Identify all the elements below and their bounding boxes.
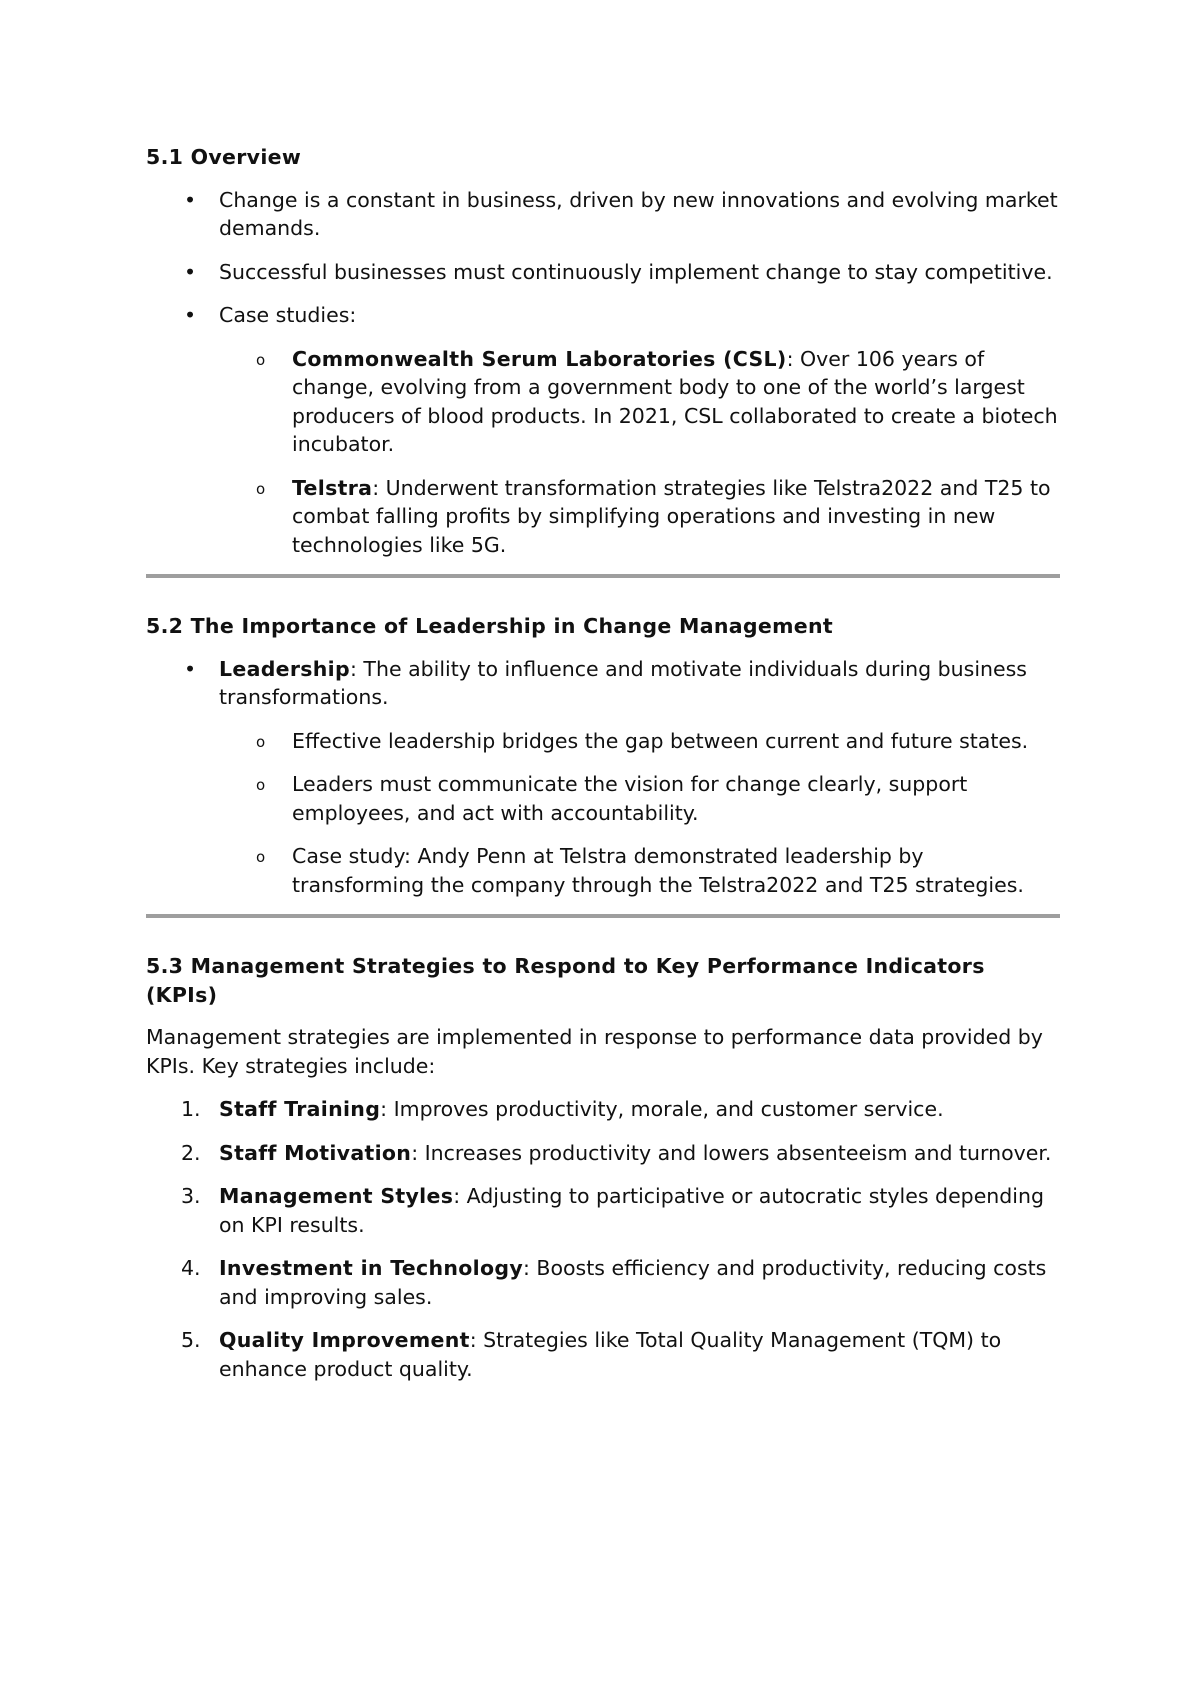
document-page — [146, 143, 1060, 1383]
list-number: 5. — [181, 1328, 201, 1352]
list-number: 4. — [181, 1256, 201, 1280]
list-item-text: Change is a constant in business, driven by new innovations and evolving market demands. — [219, 187, 1058, 240]
case-term: Commonwealth Serum Laboratories (CSL) — [292, 346, 787, 371]
list-item — [146, 186, 1060, 243]
list-item — [146, 655, 1060, 712]
bullet-marker: • — [184, 187, 197, 212]
list-item — [146, 1182, 1060, 1239]
leadership-text: : The ability to influence and motivate individuals during business transformations. — [219, 656, 1027, 709]
list-item — [146, 301, 1060, 330]
sub-bullet-marker: o — [256, 479, 266, 498]
strategy-term: Staff Training — [219, 1097, 381, 1121]
list-number: 3. — [181, 1184, 201, 1208]
list-item — [146, 1139, 1060, 1168]
strategy-text: : Improves productivity, morale, and customer service. — [380, 1097, 944, 1121]
leadership-list — [146, 655, 1060, 900]
list-item-text: Successful businesses must continuously implement change to stay competitive. — [219, 259, 1053, 284]
list-item-text: Case study: Andy Penn at Telstra demonstrated leadership by transforming the company through the Telstra2022 and T25 strategies. — [292, 844, 1024, 897]
strategy-text: : Increases productivity and lowers absenteeism and turnover. — [411, 1140, 1052, 1165]
horizontal-divider — [146, 574, 1060, 578]
overview-list — [146, 186, 1060, 560]
sub-list-item — [146, 727, 1060, 756]
list-number: 1. — [181, 1097, 201, 1121]
horizontal-divider — [146, 914, 1060, 918]
list-item-text: Effective leadership bridges the gap between current and future states. — [292, 728, 1029, 753]
list-item-text: Leaders must communicate the vision for change clearly, support employees, and act with accountability. — [292, 772, 968, 825]
strategy-term: Management Styles — [219, 1184, 454, 1208]
case-text: : Over 106 years of change, evolving from a government body to one of the world’s largest producers of blood products. In 2021, CSL collaborated to create a biotech incubator. — [292, 346, 1058, 456]
strategy-text: : Boosts efficiency and productivity, reducing costs and improving sales. — [219, 1256, 1047, 1309]
sub-list-item — [146, 770, 1060, 827]
list-item-text: Case studies: — [219, 303, 357, 327]
bullet-marker: • — [184, 303, 197, 327]
bullet-marker: • — [184, 656, 197, 681]
list-item — [146, 1326, 1060, 1383]
sub-list-item — [146, 474, 1060, 560]
sub-bullet-marker: o — [256, 848, 266, 866]
strategy-text: : Strategies like Total Quality Management (TQM) to enhance product quality. — [219, 1328, 1002, 1381]
case-text: : Underwent transformation strategies like Telstra2022 and T25 to combat falling profits by simplifying operations and investing in new technologies like 5G. — [292, 475, 1051, 557]
sub-bullet-marker: o — [256, 732, 266, 751]
section-heading-leadership: 5.2 The Importance of Leadership in Change Management — [146, 614, 833, 638]
sub-list-item — [146, 345, 1060, 459]
sub-bullet-marker: o — [256, 776, 266, 794]
list-item — [146, 258, 1060, 287]
strategy-term: Investment in Technology — [219, 1256, 523, 1280]
section-intro: Management strategies are implemented in response to performance data provided by KPIs. Key strategies include: — [146, 1025, 1043, 1078]
section-heading-kpi-strategies: 5.3 Management Strategies to Respond to Key Performance Indicators (KPIs) — [146, 954, 985, 1007]
sub-bullet-marker: o — [256, 350, 266, 369]
strategy-text: : Adjusting to participative or autocratic styles depending on KPI results. — [219, 1184, 1045, 1237]
case-term: Telstra — [292, 475, 373, 500]
sub-list-item — [146, 842, 1060, 899]
list-number: 2. — [181, 1140, 201, 1165]
list-item — [146, 1095, 1060, 1124]
list-item — [146, 1254, 1060, 1311]
strategy-term: Quality Improvement — [219, 1328, 470, 1352]
bullet-marker: • — [184, 259, 197, 284]
strategies-list — [146, 1095, 1060, 1383]
strategy-term: Staff Motivation — [219, 1140, 412, 1165]
leadership-term: Leadership — [219, 656, 350, 681]
section-heading-overview: 5.1 Overview — [146, 145, 302, 169]
